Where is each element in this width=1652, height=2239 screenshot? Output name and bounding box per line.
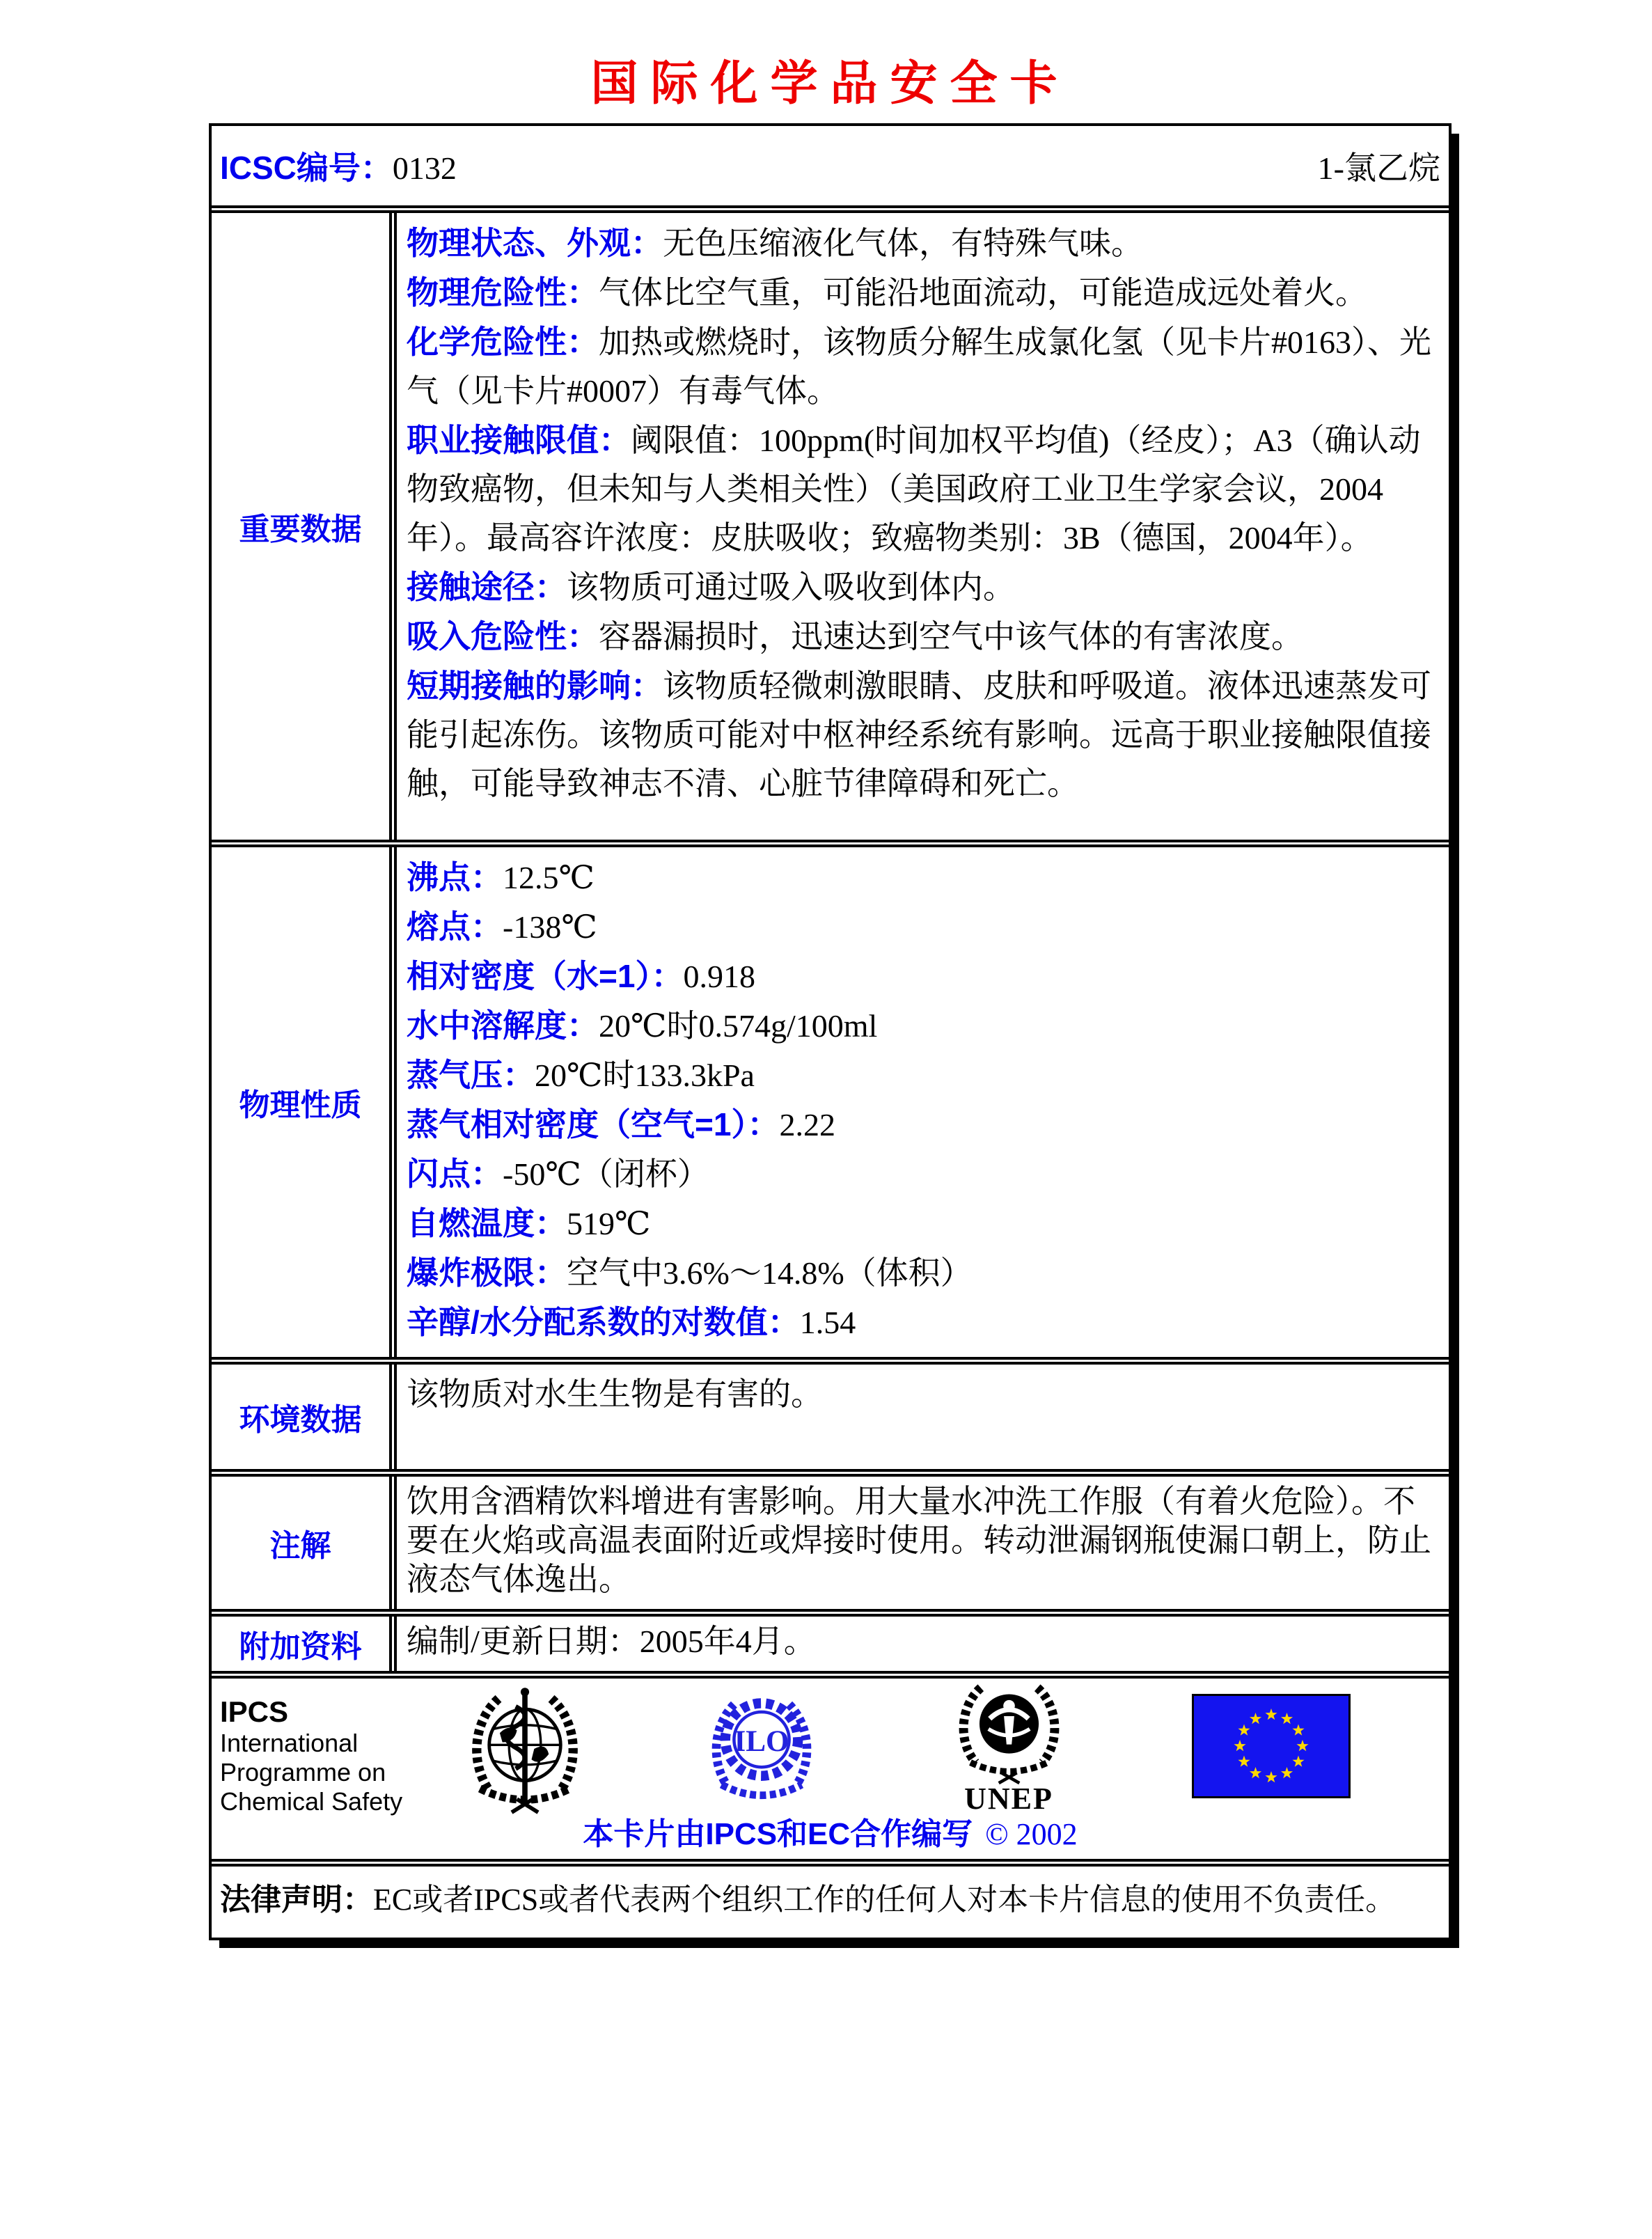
legal-label: 法律声明： — [220, 1883, 373, 1917]
prop-boiling-point: 沸点：12.5℃ — [407, 859, 595, 895]
section-important-data — [212, 205, 1449, 840]
prop-vapor-density: 蒸气相对密度（空气=1）：2.22 — [407, 1106, 835, 1142]
prop-melting-point: 熔点：-138℃ — [407, 909, 597, 945]
safety-card-table — [209, 123, 1452, 1940]
prop-explosive-limits: 爆炸极限：空气中3.6%～14.8%（体积） — [407, 1255, 973, 1291]
header-row — [212, 126, 1449, 205]
ipcs-line-1: International — [220, 1729, 359, 1757]
footer-logos-row — [212, 1671, 1449, 1859]
section-content-notes — [389, 1477, 1449, 1609]
prop-autoignition-temp: 自燃温度：519℃ — [407, 1205, 651, 1241]
ipcs-acronym: IPCS — [220, 1695, 289, 1728]
copyright-text: © 2002 — [985, 1817, 1078, 1851]
section-label-environmental-data: 环境数据 — [239, 1403, 362, 1437]
prop-flash-point: 闪点：-50℃（闭杯） — [407, 1156, 709, 1192]
unep-logo-text: UNEP — [964, 1782, 1053, 1816]
section-environmental-data — [212, 1357, 1449, 1469]
field-exposure-limits: 职业接触限值：阈限值：100ppm(时间加权平均值)（经皮）；A3（确认动物致癌物，但未知与人类相关性）（美国政府工业卫生学家会议，2004年）。最高容许浓度：皮肤吸收；致癌物类别：3B（德国，2004年）。 — [407, 422, 1421, 556]
prop-vapor-pressure: 蒸气压：20℃时133.3kPa — [407, 1057, 755, 1093]
environmental-text: 该物质对水生生物是有害的。 — [407, 1376, 823, 1412]
section-content-physical-properties — [389, 847, 1449, 1357]
credit-text: 本卡片由IPCS和EC合作编写 — [583, 1817, 973, 1851]
section-notes — [212, 1469, 1449, 1609]
notes-text: 饮用含酒精饮料增进有害影响。用大量水冲洗工作服（有着火危险）。不要在火焰或高温表面附近或焊接时使用。转动泄漏钢瓶使漏口朝上，防止液态气体逸出。 — [407, 1484, 1431, 1597]
icsc-number-group — [220, 143, 457, 189]
section-label-additional-info: 附加资料 — [239, 1630, 362, 1664]
ipcs-line-2: Programme on — [220, 1758, 386, 1786]
icsc-number-value: 0132 — [392, 150, 457, 186]
section-physical-properties — [212, 840, 1449, 1357]
section-label-physical-properties: 物理性质 — [239, 1088, 362, 1122]
section-content-important-data — [389, 213, 1449, 840]
section-content-environmental-data — [389, 1365, 1449, 1469]
field-chemical-hazard: 化学危险性：加热或燃烧时，该物质分解生成氯化氢（见卡片#0163）、光气（见卡片#0007）有毒气体。 — [407, 324, 1431, 409]
credit-line — [212, 1809, 1449, 1853]
page-title: 国际化学品安全卡 — [590, 57, 1070, 110]
ilo-logo-icon — [699, 1687, 824, 1816]
unep-logo-icon — [939, 1680, 1078, 1814]
eu-flag-icon — [1192, 1694, 1351, 1798]
ipcs-line-3: Chemical Safety — [220, 1787, 403, 1816]
who-logo-icon — [459, 1683, 591, 1818]
field-exposure-routes: 接触途径：该物质可通过吸入吸收到体内。 — [407, 569, 1015, 605]
ilo-logo-text: ILO — [734, 1725, 789, 1758]
section-label-important-data: 重要数据 — [239, 512, 362, 547]
field-physical-state: 物理状态、外观：无色压缩液化气体，有特殊气味。 — [407, 225, 1143, 261]
additional-info-text: 编制/更新日期：2005年4月。 — [407, 1624, 816, 1659]
field-physical-hazard: 物理危险性：气体比空气重，可能沿地面流动，可能造成远处着火。 — [407, 274, 1367, 311]
ipcs-block — [220, 1695, 402, 1816]
field-inhalation-risk: 吸入危险性：容器漏损时，迅速达到空气中该气体的有害浓度。 — [407, 618, 1303, 654]
section-label-notes: 注解 — [269, 1529, 331, 1563]
section-additional-info — [212, 1609, 1449, 1671]
prop-relative-density: 相对密度（水=1）：0.918 — [407, 958, 755, 994]
legal-row — [212, 1859, 1449, 1938]
prop-octanol-water: 辛醇/水分配系数的对数值：1.54 — [407, 1304, 856, 1340]
prop-water-solubility: 水中溶解度：20℃时0.574g/100ml — [407, 1007, 878, 1044]
section-content-additional-info — [389, 1617, 1449, 1671]
icsc-number-label: ICSC编号： — [220, 150, 393, 186]
field-short-term-effects: 短期接触的影响：该物质轻微刺激眼睛、皮肤和呼吸道。液体迅速蒸发可能引起冻伤。该物质可能对中枢神经系统有影响。远高于职业接触限值接触，可能导致神志不清、心脏节律障碍和死亡。 — [407, 668, 1431, 801]
legal-text: EC或者IPCS或者代表两个组织工作的任何人对本卡片信息的使用不负责任。 — [373, 1883, 1397, 1917]
chemical-name: 1-氯乙烷 — [1317, 150, 1440, 186]
